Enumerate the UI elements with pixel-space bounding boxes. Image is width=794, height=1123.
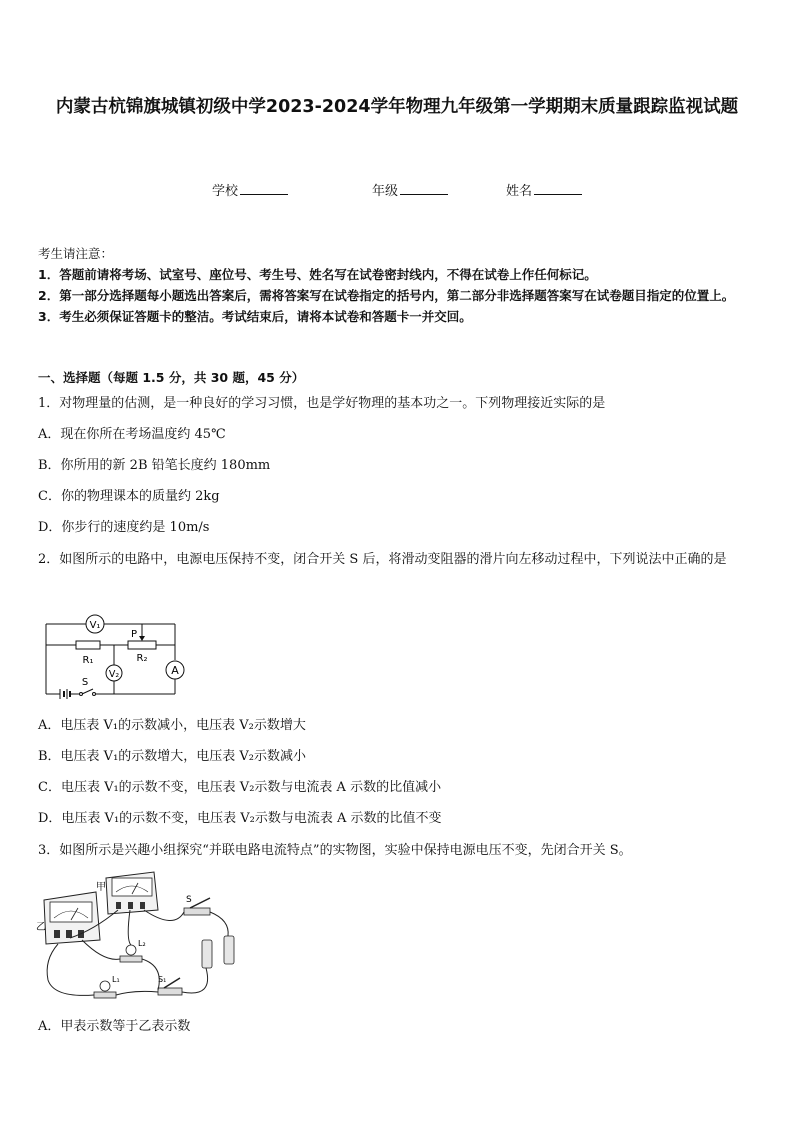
l2-label: L₂ [138,939,146,948]
ammeter-jia [106,872,158,914]
name-field [506,180,582,199]
q1-option-c: C．你的物理课本的质量约 2kg [38,489,220,504]
grade-blank [400,182,448,195]
name-label: 姓名 [506,184,533,199]
question-3-stem: 3．如图所示是兴趣小组探究“并联电路电流特点”的实物图，实验中保持电源电压不变，先闭合开关 S。 [38,843,632,858]
yi-label: 乙 [36,922,46,933]
slider-arrow-icon [139,636,145,641]
q1-option-b: B．你所用的新 2B 铅笔长度约 180mm [38,458,271,473]
school-blank [240,182,288,195]
q3-option-a: A．甲表示数等于乙表示数 [38,1019,191,1034]
note-item: 1．答题前请将考场、试室号、座位号、考生号、姓名写在试卷密封线内，不得在试卷上作任何标记。 [38,267,597,282]
r2-label: R₂ [136,653,148,664]
q2-option-b: B．电压表 V₁的示数增大，电压表 V₂示数减小 [38,749,307,764]
q1-option-d: D．你步行的速度约是 10m/s [38,520,210,535]
switch-icon [80,689,96,696]
battery-icon [60,689,70,699]
school-field [212,180,288,199]
l1-label: L₁ [112,975,120,984]
notes-heading: 考生请注意： [38,246,114,261]
q1-option-a: A．现在你所在考场温度约 45℃ [38,427,226,442]
s-label: S [81,677,89,688]
note-item: 2．第一部分选择题每小题选出答案后，需将答案写在试卷指定的括号内，第二部分非选择题答案写在试卷题目指定的位置上。 [38,288,735,303]
rheostat-r2 [128,641,156,649]
q2-option-d: D．电压表 V₁的示数不变，电压表 V₂示数与电流表 A 示数的比值不变 [38,811,442,826]
note-item: 3．考生必须保证答题卡的整洁。考试结束后，请将本试卷和答题卡一并交回。 [38,309,472,324]
circuit-diagram [38,608,188,700]
section-heading: 一、选择题（每题 1.5 分，共 30 题，45 分） [38,370,305,385]
a-label: A [171,664,179,677]
battery-icon [202,936,234,968]
s1-label: S₁ [158,975,167,984]
grade-field [372,180,448,199]
school-label: 学校 [212,184,239,199]
q2-option-a: A．电压表 V₁的示数减小，电压表 V₂示数增大 [38,718,306,733]
r1-label: R₁ [82,655,94,666]
s-label: S [186,895,192,905]
ammeter-yi [44,892,100,944]
question-1-stem: 1．对物理量的估测，是一种良好的学习习惯，也是学好物理的基本功之一。下列物理接近实际的是 [38,396,606,411]
grade-label: 年级 [372,184,399,199]
name-blank [534,182,582,195]
parallel-circuit-photo [34,870,244,1010]
v1-label: V₁ [89,620,101,631]
jia-label: 甲 [96,882,106,893]
q2-option-c: C．电压表 V₁的示数不变，电压表 V₂示数与电流表 A 示数的比值减小 [38,780,442,795]
resistor-r1 [76,641,100,649]
p-label: P [130,629,138,640]
question-2-stem: 2．如图所示的电路中，电源电压保持不变，闭合开关 S 后，将滑动变阻器的滑片向左移动过程中，下列说法中正确的是 [38,552,727,567]
page-title: 内蒙古杭锦旗城镇初级中学2023-2024学年物理九年级第一学期期末质量跟踪监视试题 [55,97,739,117]
exam-notes [38,243,760,327]
v2-label: V₂ [108,669,120,680]
